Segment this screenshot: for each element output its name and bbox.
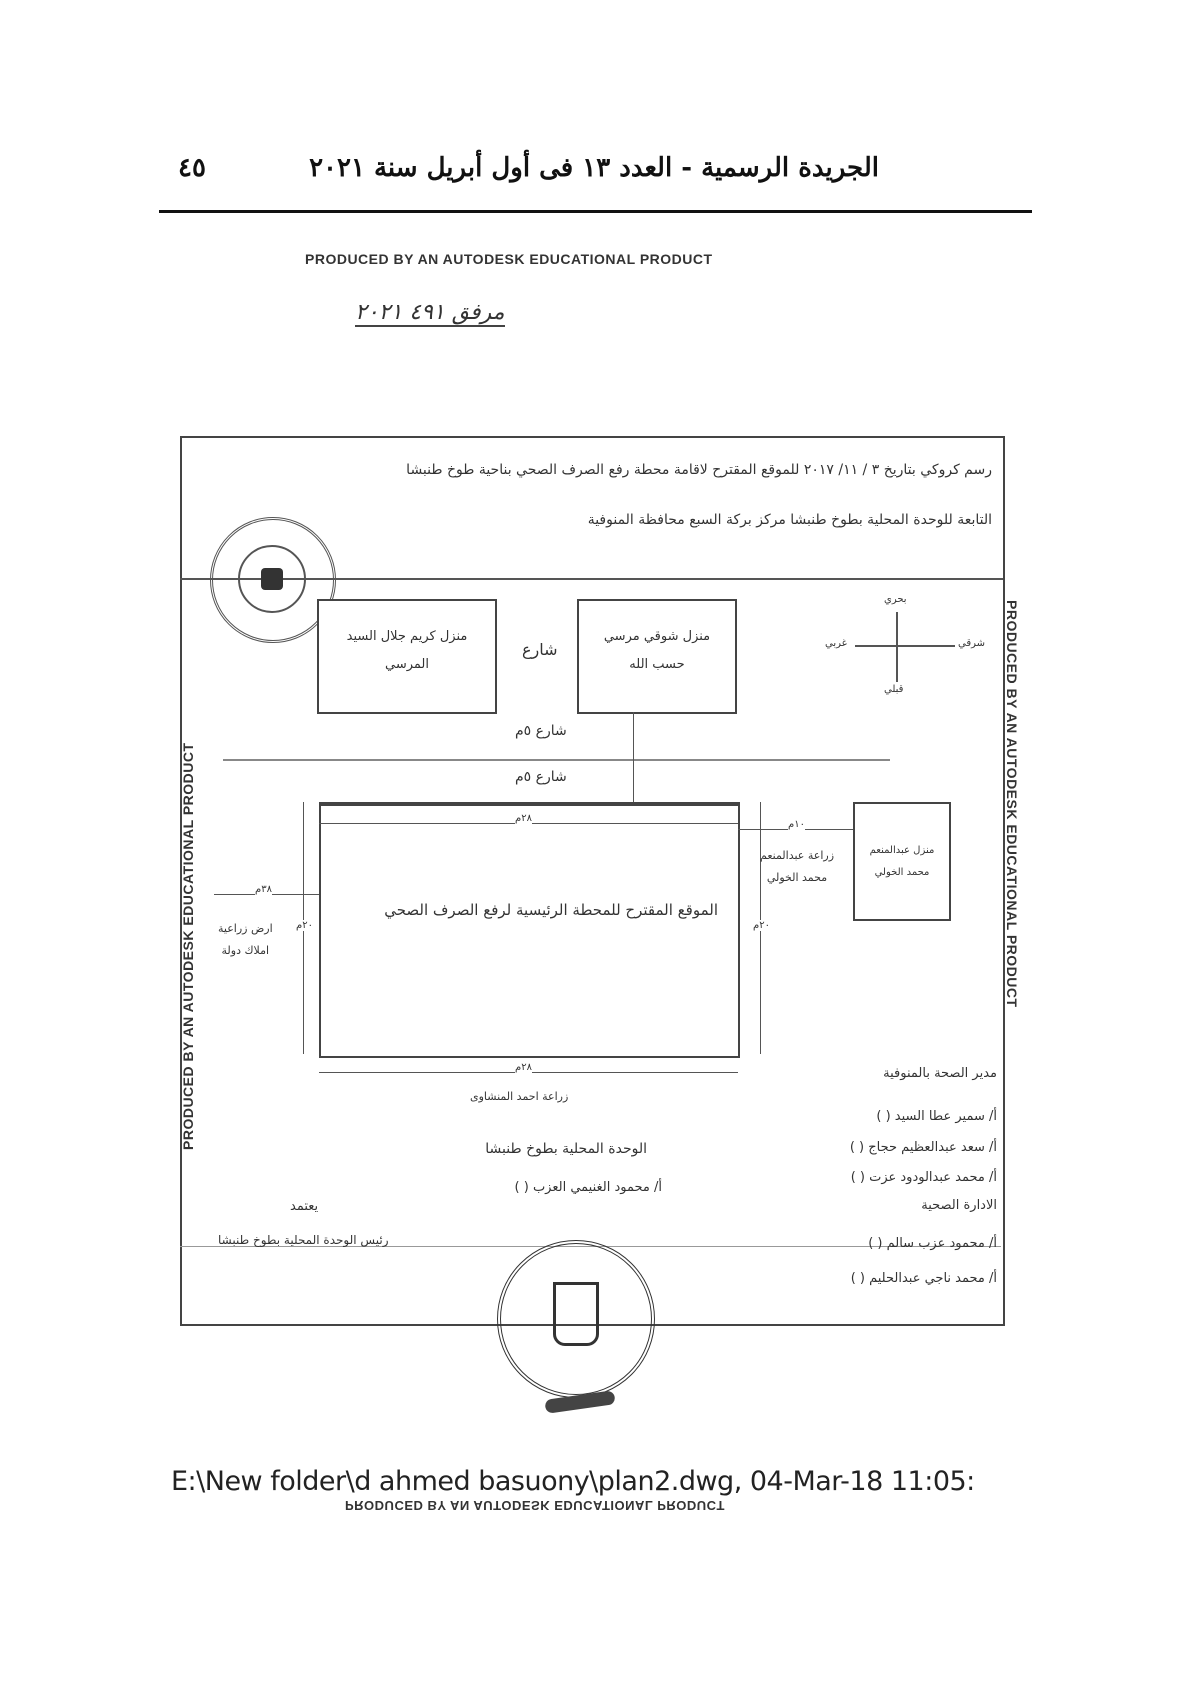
connector-line bbox=[633, 712, 634, 802]
house-right bbox=[853, 802, 951, 921]
house-right-label2: محمد الخولي bbox=[874, 867, 930, 878]
official-seal bbox=[497, 1240, 655, 1398]
house-left-label2: المرسي bbox=[385, 657, 429, 672]
dim-right-offset: ١٠م bbox=[788, 819, 805, 830]
street-5m-bottom: شارع ٥م bbox=[515, 769, 567, 785]
local-unit-heading: الوحدة المحلية بطوخ طنبشا bbox=[485, 1141, 647, 1157]
signatory: أ/ محمد ناجي عبدالحليم ( ) bbox=[850, 1271, 997, 1286]
street-label: شارع bbox=[522, 640, 558, 659]
dim-left: ٢٠م bbox=[296, 920, 313, 931]
dim-right: ٢٠م bbox=[753, 920, 770, 931]
watermark-right: PRODUCED BY AN AUTODESK EDUCATIONAL PRODUCT bbox=[1004, 600, 1020, 1008]
street-5m-top: شارع ٥م bbox=[515, 723, 567, 739]
health-director-heading: مدير الصحة بالمنوفية bbox=[883, 1066, 997, 1081]
handwritten-note: مرفق ٤٩١ ٢٠٢١ bbox=[355, 300, 505, 325]
land-bottom-label: زراعة احمد المنشاوى bbox=[470, 1090, 569, 1103]
header-rule bbox=[159, 210, 1032, 213]
compass-west: غربي bbox=[825, 638, 847, 649]
watermark-bottom: PRODUCED BY AN AUTODESK EDUCATIONAL PRODUCT bbox=[345, 1498, 725, 1513]
page-title: الجريدة الرسمية - العدد ١٣ فى أول أبريل سنة ٢٠٢١ bbox=[309, 153, 879, 183]
land-right-label: زراعة عبدالمنعم محمد الخولي bbox=[760, 849, 835, 884]
house-right-label: منزل عبدالمنعم bbox=[869, 845, 935, 856]
house-left bbox=[317, 599, 497, 714]
watermark-top: PRODUCED BY AN AUTODESK EDUCATIONAL PRODUCT bbox=[305, 251, 713, 267]
proposed-site-label: الموقع المقترح للمحطة الرئيسية لرفع الصرف الصحي bbox=[384, 901, 718, 919]
signatory: أ/ محمود عزب سالم ( ) bbox=[868, 1236, 997, 1251]
sketch-title-line1: رسم كروكي بتاريخ ٣ / ١١/ ٢٠١٧ للموقع المقترح لاقامة محطة رفع الصرف الصحي بناحية طوخ طنبشا bbox=[406, 462, 992, 478]
unit-head-label: رئيس الوحدة المحلية بطوخ طنبشا bbox=[218, 1233, 389, 1247]
compass-east: شرقي bbox=[958, 638, 986, 649]
dim-left-offset: ٣٨م bbox=[255, 884, 272, 895]
page-number: ٤٥ bbox=[178, 153, 206, 183]
compass-north: بحري bbox=[884, 594, 907, 605]
sketch-title-line2: التابعة للوحدة المحلية بطوخ طنبشا مركز بركة السبع محافظة المنوفية bbox=[587, 512, 992, 528]
signatory: أ/ محمد عبدالودود عزت ( ) bbox=[850, 1170, 997, 1185]
land-left-label: ارض زراعية املاك دولة bbox=[218, 922, 273, 957]
compass-south: قبلي bbox=[884, 684, 904, 695]
local-unit-signatory: أ/ محمود الغنيمي العزب ( ) bbox=[514, 1180, 662, 1195]
street-line bbox=[223, 759, 890, 761]
health-admin-heading: الادارة الصحية bbox=[921, 1198, 997, 1213]
dim-top: ٢٨م bbox=[515, 813, 532, 824]
signatory: أ/ سمير عطا السيد ( ) bbox=[876, 1109, 997, 1124]
house-middle-label2: حسب الله bbox=[629, 657, 685, 672]
approve-label: يعتمد bbox=[290, 1199, 319, 1214]
dim-bottom: ٢٨م bbox=[515, 1062, 532, 1073]
house-middle bbox=[577, 599, 737, 714]
house-middle-label: منزل شوقي مرسي bbox=[603, 629, 711, 644]
signatory: أ/ سعد عبدالعظيم حجاج ( ) bbox=[849, 1140, 997, 1155]
house-left-label: منزل كريم جلال السيد bbox=[346, 629, 468, 644]
file-path: E:\New folder\d ahmed basuony\plan2.dwg, 04-Mar-18 11:05: bbox=[171, 1466, 975, 1497]
watermark-left: PRODUCED BY AN AUTODESK EDUCATIONAL PRODUCT bbox=[180, 742, 196, 1150]
proposed-site bbox=[319, 802, 740, 1058]
